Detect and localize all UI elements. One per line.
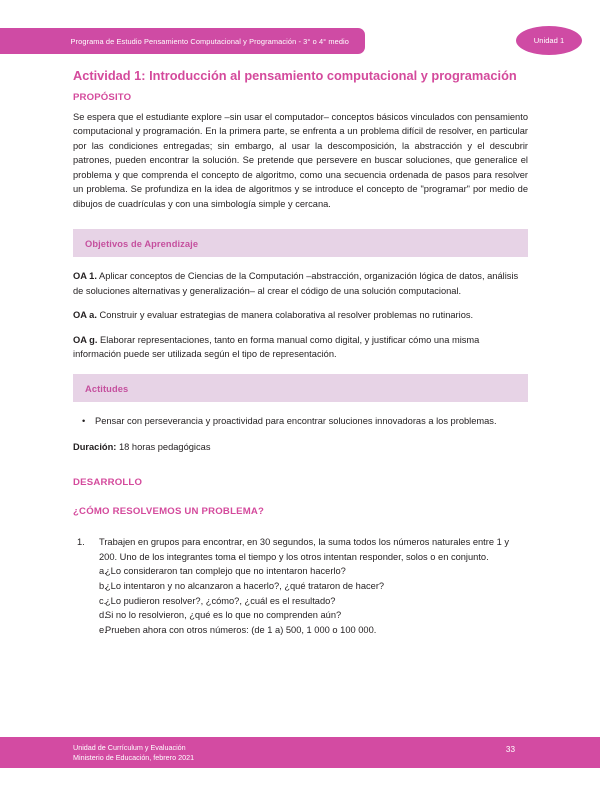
actitudes-band-label: Actitudes [85,383,129,394]
objetivos-band [73,229,528,257]
sub-list-marker: d. [99,610,107,621]
duracion-line [73,440,528,455]
duracion-value: 18 horas pedagógicas [116,442,211,453]
list-marker: 1. [77,536,85,547]
header-banner-text: Programa de Estudio Pensamiento Computacional y Programación - 3° o 4° medio [70,36,349,46]
footer-line-2: Ministerio de Educación, febrero 2021 [73,753,195,763]
oa-item [73,333,528,362]
sub-list-marker: a. [99,566,107,577]
sub-list-item [73,579,528,594]
unit-badge-label: Unidad 1 [533,36,565,45]
sub-list-text: ¿Lo consideraron tan complejo que no intentaron hacerlo? [105,566,346,577]
actitudes-band [73,374,528,402]
oa-text: Aplicar conceptos de Ciencias de la Computación –abstracción, organización lógica de datos, análisis de soluciones alternativas y generalización– al crear el código de una solución computacional. [73,271,519,296]
footer-organization [73,743,194,764]
sub-list-text: Prueben ahora con otros números: (de 1 a) 500, 1 000 o 100 000. [105,625,377,636]
sub-list-item [73,608,528,623]
purpose-paragraph: Se espera que el estudiante explore –sin usar el computador– conceptos básicos vinculados con pensamiento computacional y programación. En la primera parte, se enfrenta a un problema difícil de resolver, en particular por las condiciones entregadas; sin embargo, al usar la descomposición, la abstracción y el descubrir patrones, pueden encontrar la solución. Se pretende que persevere en buscar soluciones, que generalice el problema y que comprenda el concepto de algoritmo, como una secuencia ordenada de pasos para resolver un problema. Se profundiza en la idea de algoritmos y se introduce el concepto de "programar" por medio de dibujos de cuadrículas y con una simbología simple y cercana. [73,111,528,209]
page-footer [0,737,600,768]
sub-list-item [73,594,528,609]
oa-text: Elaborar representaciones, tanto en forma manual como digital, y justificar cómo una misma información puede ser utilizada según el tipo de representación. [73,334,480,360]
oa-code: OA 1. [73,271,97,282]
page-content [73,68,528,638]
numbered-list-item [73,535,528,564]
page-number: 33 [505,745,515,754]
objetivos-band-label: Objetivos de Aprendizaje [85,239,199,250]
activity-title: Actividad 1: Introducción al pensamiento computacional y programación [73,68,517,83]
oa-item [73,308,528,323]
sub-list-text: ¿Lo intentaron y no alcanzaron a hacerlo?, ¿qué trataron de hacer? [105,581,385,592]
purpose-label: PROPÓSITO [73,91,132,103]
sub-list-marker: b. [99,581,107,592]
duracion-label: Duración: [73,442,117,453]
actitudes-item-text: Pensar con perseverancia y proactividad para encontrar soluciones innovadoras a los problemas. [95,415,497,426]
footer-line-1: Unidad de Currículum y Evaluación [73,743,186,752]
sub-list-item [73,564,528,579]
sub-list-item [73,623,528,638]
sub-list-marker: c. [99,595,107,606]
page-header [0,28,600,54]
oa-text: Construir y evaluar estrategias de manera colaborativa al resolver problemas no rutinarios. [96,310,474,321]
oa-code: OA a. [73,310,97,321]
sub-list-text: ¿Lo pudieron resolver?, ¿cómo?, ¿cuál es el resultado? [105,595,336,606]
list-item-text: Trabajen en grupos para encontrar, en 30 segundos, la suma todos los números naturales entre 1 y 200. Uno de los integrantes toma el tiempo y los otros intentan responder, solos o en conjunto. [99,536,510,562]
oa-code: OA g. [73,334,98,345]
desarrollo-subheading: ¿CÓMO RESOLVEMOS UN PROBLEMA? [73,505,265,517]
sub-list-text: Si no lo resolvieron, ¿qué es lo que no comprenden aún? [105,610,342,621]
sub-list-marker: e. [99,625,107,636]
actitudes-list-item [73,414,528,429]
desarrollo-heading: DESARROLLO [73,476,143,488]
bullet-icon: • [82,415,86,426]
oa-item [73,269,528,298]
header-banner [0,28,365,54]
unit-badge [516,26,582,55]
